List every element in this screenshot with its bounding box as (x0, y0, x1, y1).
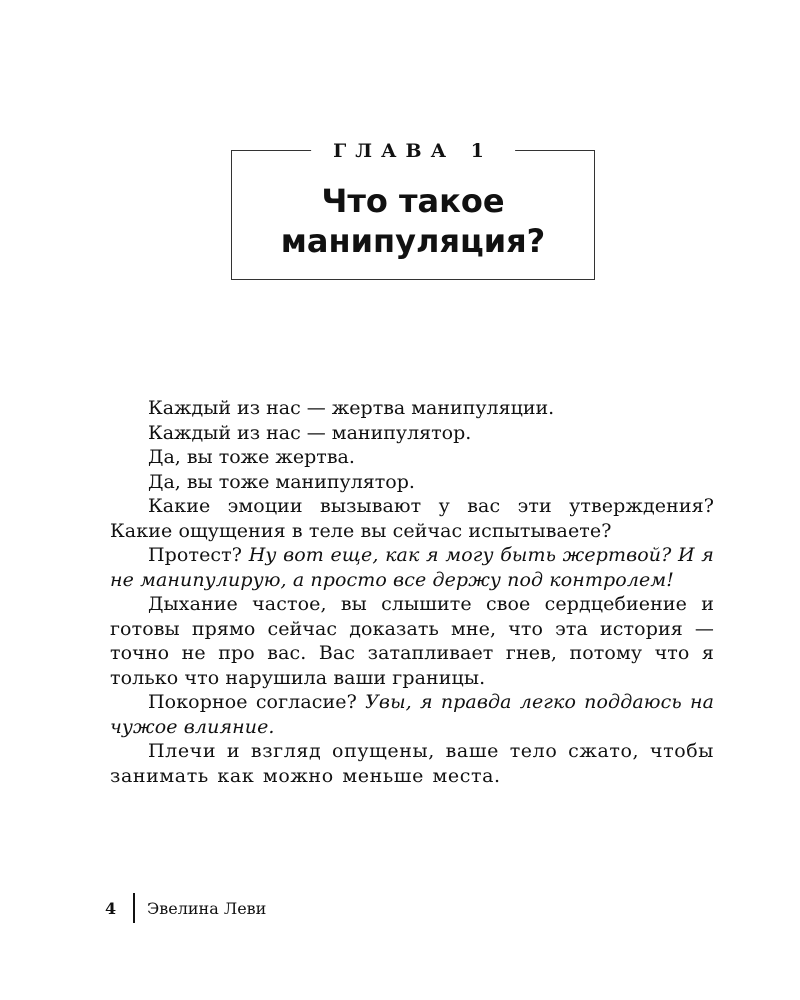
chapter-title-line-1: Что такое (321, 182, 505, 220)
paragraph-3: Да, вы тоже жертва. (148, 446, 355, 468)
paragraph-5: Какие эмоции вызывают у вас эти утверждения? Какие ощущения в теле вы сейчас испытываете? (110, 495, 714, 542)
paragraph-7: Дыхание частое, вы слышите свое сердцебиение и готовы прямо сейчас доказать мне, что эта история — точно не про вас. Вас затапливает гнев, потому что я только что нарушила ваши границы. (110, 593, 714, 689)
paragraph-6 (110, 543, 714, 592)
paragraph-8 (110, 690, 714, 739)
body-text (110, 396, 714, 788)
paragraph-6-italic: Ну вот еще, как я могу быть жертвой? И я не манипулирую, а просто все держу под контролем! (110, 544, 714, 591)
paragraph-2: Каждый из нас — манипулятор. (148, 421, 472, 444)
paragraph-6-plain: Протест? (148, 544, 249, 566)
paragraph-8-italic: Увы, я правда легко поддаюсь на чужое влияние. (110, 691, 714, 738)
paragraph-1: Каждый из нас — жертва манипуляции. (148, 397, 555, 419)
page-number: 4 (105, 899, 117, 918)
chapter-title (232, 181, 594, 261)
chapter-label: ГЛАВА 1 (311, 139, 515, 163)
author-name: Эвелина Леви (147, 899, 267, 918)
paragraph-4: Да, вы тоже манипулятор. (148, 470, 415, 493)
footer-divider (133, 893, 135, 923)
paragraph-9: Плечи и взгляд опущены, ваше тело сжато, чтобы занимать как можно меньше места. (110, 740, 714, 787)
chapter-title-line-2: манипуляция? (280, 222, 546, 260)
paragraph-8-plain: Покорное согласие? (148, 691, 366, 713)
chapter-heading-box (231, 140, 595, 280)
